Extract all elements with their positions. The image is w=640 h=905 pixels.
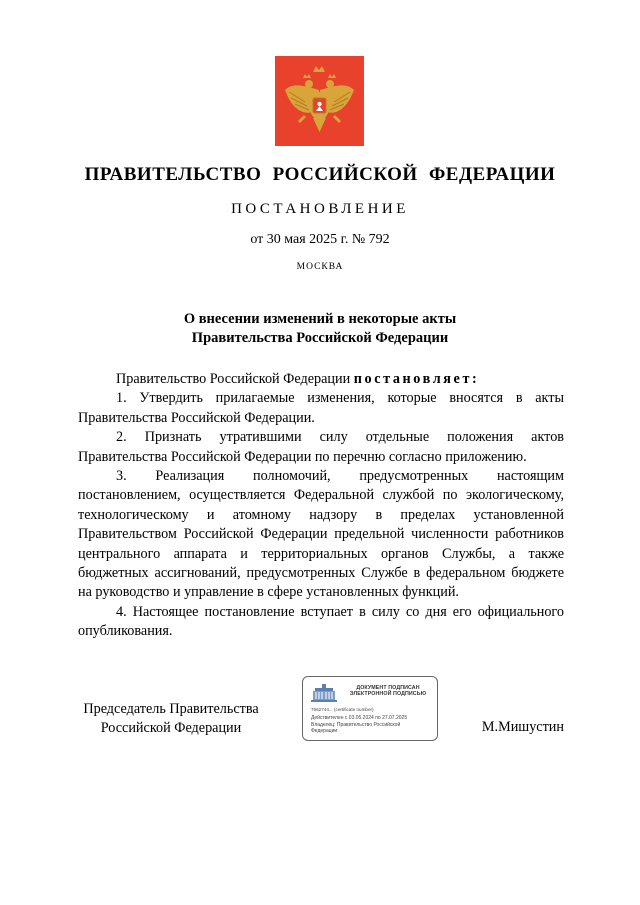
signatory-role-line-2: Российской Федерации	[100, 720, 242, 736]
intro-keyword: постановляет:	[353, 371, 480, 387]
stamp-owner-line-1: Владелец: Правительство Российской	[311, 722, 401, 728]
document-subject	[0, 310, 640, 348]
paragraph-2: 2. Признать утратившими силу отдельные положения актов Правительства Российской Федерации по перечню согласно приложению.	[78, 429, 564, 465]
stamp-certificate: 7662744... (certificate number)	[311, 707, 374, 712]
paragraph-4: 4. Настоящее постановление вступает в силу со дня его официального опубликования.	[78, 603, 564, 640]
electronic-signature-stamp	[302, 676, 438, 741]
intro-paragraph	[78, 370, 564, 389]
intro-text: Правительство Российской Федерации	[116, 371, 354, 387]
government-building-icon	[311, 684, 337, 702]
stamp-owner	[311, 722, 431, 734]
stamp-validity: Действителен с 03.05.2024 по 27.07.2025	[311, 715, 408, 721]
paragraph-1: 1. Утвердить прилагаемые изменения, которые вносятся в акты Правительства Российской Федерации.	[78, 390, 564, 426]
signatory-role	[78, 700, 264, 738]
subject-line-2: Правительства Российской Федерации	[191, 330, 449, 346]
document-body	[78, 370, 564, 642]
stamp-title-line-2: ЭЛЕКТРОННОЙ ПОДПИСЬЮ	[349, 691, 427, 698]
document-city: МОСКВА	[296, 262, 344, 272]
stamp-title-line-1: ДОКУМЕНТ ПОДПИСАН	[356, 685, 420, 691]
government-title: ПРАВИТЕЛЬСТВО РОССИЙСКОЙ ФЕДЕРАЦИИ	[84, 164, 556, 185]
paragraph-3: 3. Реализация полномочий, предусмотренных настоящим постановлением, осуществляется Федеральной службой по экологическому, технологическому и атомному надзору в пределах установленной Правительством Российской Федерации предельной численности работников центрального аппарата и территориальных органов Службы, а также бюджетных ассигнований, предусмотренных Службе в федеральном бюджете на руководство и управление в сфере установленных функций.	[78, 468, 564, 601]
coat-of-arms-icon	[275, 56, 364, 146]
document-date-number: от 30 мая 2025 г. № 792	[250, 232, 390, 247]
subject-line-1: О внесении изменений в некоторые акты	[183, 311, 457, 327]
document-type: ПОСТАНОВЛЕНИЕ	[231, 201, 409, 217]
stamp-owner-line-2: Федерации	[311, 728, 338, 734]
signatory-role-line-1: Председатель Правительства	[83, 701, 259, 717]
stamp-title	[341, 685, 435, 698]
signatory-name: М.Мишустин	[481, 719, 564, 735]
